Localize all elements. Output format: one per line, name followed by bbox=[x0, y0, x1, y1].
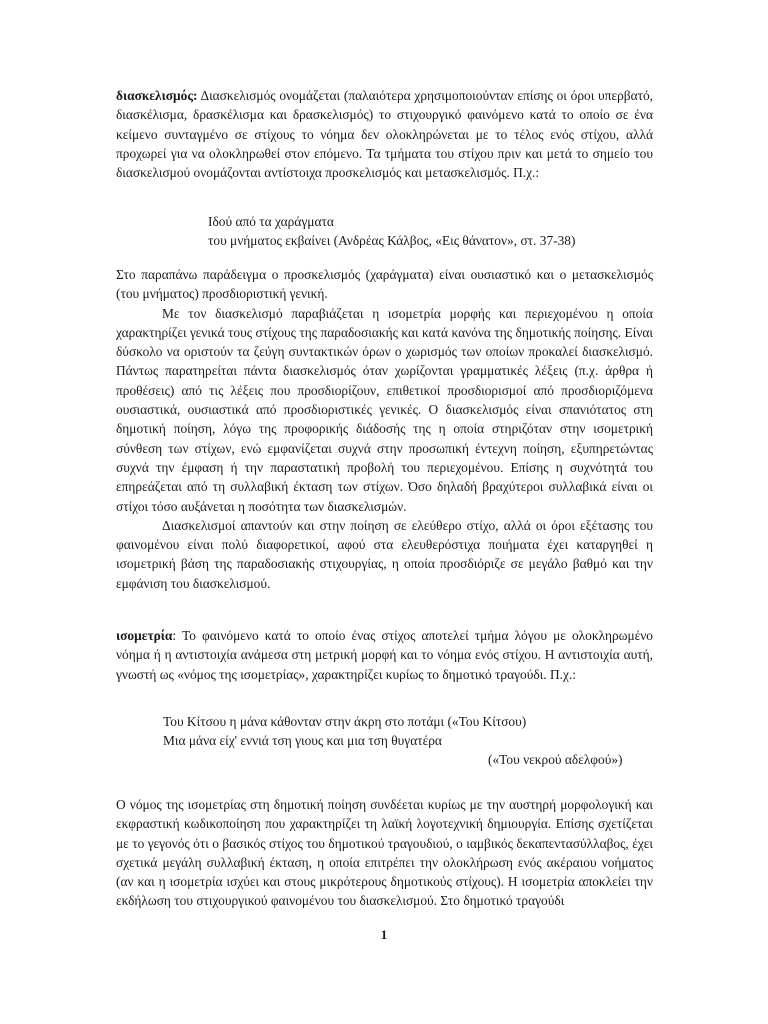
example-explanation-paragraph: Στο παραπάνω παράδειγμα ο προσκελισμός (χαράγματα) είναι ουσιαστικό και ο μετασκελισμός (του μνήματος) προσδιοριστική γενική. bbox=[116, 267, 653, 302]
term-isometria: ισομετρία bbox=[116, 628, 173, 643]
isometry-violation-paragraph: Με τον διασκελισμό παραβιάζεται η ισομετρία μορφής και περιεχομένου η οποία χαρακτηρίζει γενικά τους στίχους της παραδοσιακής και κατά κανόνα της δημοτικής ποίησης. Είναι δύσκολο να οριστούν τα ζεύγη συντακτικών όρων ο χωρισμός των οποίων προκαλεί διασκελισμό. Πάντως παρατηρείται πάντα διασκελισμός όταν χωρίζονται γραμματικές λέξεις (π.χ. άρθρα ή προθέσεις) από τις λέξεις που προσδιορίζουν, επιθετικοί προσδιορισμοί από προσδιοριζόμενα ουσιαστικά, ουσιαστικά από προσδιοριστικές γενικές. Ο διασκελισμός είναι σπανιότατος στη δημοτική ποίηση, λόγω της προφορικής διάδοσής της η οποία στηριζόταν στην ισομετρική σύνθεση των στίχων, ενώ εμφανίζεται συχνά στην προσωπική έντεχνη ποίηση, εξυπηρετώντας συχνά την έμφαση ή την παραστατική προβολή του περιεχομένου. Επίσης η συχνότητά του επηρεάζεται από τη συλλαβική έκταση των στίχων. Όσο δηλαδή βραχύτεροι συλλαβικά είναι οι στίχοι τόσο αυξάνεται η ποσότητα των διασκελισμών. bbox=[116, 305, 653, 514]
folk-song-quote-source: («Του νεκρού αδελφού») bbox=[488, 752, 623, 767]
kalvos-quote-line-1: Ιδού από τα χαράγματα bbox=[208, 214, 334, 229]
diaskelismos-definition bbox=[116, 86, 653, 182]
kalvos-quote bbox=[208, 212, 575, 251]
isometria-definition bbox=[116, 626, 653, 684]
folk-song-quote bbox=[163, 712, 526, 751]
diaskelismos-definition-text: Διασκελισμός ονομάζεται (παλαιότερα χρησιμοποιούνταν επίσης οι όροι υπερβατό, διασκέλισμα, δρασκέλισμα και δρασκελισμός) το στιχουργικό φαινόμενο κατά το οποίο σε ένα κείμενο συνταγμένο σε στίχους το νόημα δεν ολοκληρώνεται με το τέλος ενός στίχου, αλλά προχωρεί για να ολοκληρωθεί στον επόμενο. Τα τμήματα του στίχου πριν και μετά το σημείο του διασκελισμού ονομάζονται αντίστοιχα προσκελισμός και μετασκελισμός. Π.χ.: bbox=[116, 88, 654, 181]
diaskelismos-body bbox=[116, 265, 653, 593]
isometria-definition-text: : Το φαινόμενο κατά το οποίο ένας στίχος αποτελεί τμήμα λόγου με ολοκληρωμένο νόημα ή η αντιστοιχία ανάμεσα στη μετρική μορφή και το νόημα ενός στίχου. Η αντιστοιχία αυτή, γνωστή ως «νόμος της ισομετρίας», χαρακτηρίζει κυρίως το δημοτικό τραγούδι. Π.χ.: bbox=[116, 628, 653, 682]
isometry-law-paragraph: Ο νόμος της ισομετρίας στη δημοτική ποίηση συνδέεται κυρίως με την αυστηρή μορφολογική και εκφραστική κωδικοποίηση που χαρακτηρίζει τη λαϊκή λογοτεχνική δημιουργία. Επίσης σχετίζεται με το γεγονός ότι ο βασικός στίχος του δημοτικού τραγουδιού, ο ιαμβικός δεκαπεντασύλλαβος, έχει σχετικά μεγάλη συλλαβική έκταση, η οποία επιτρέπει την ολοκλήρωση ενός ακέραιου νοήματος (αν και η ισομετρία ισχύει και στους μικρότερους δημοτικούς στίχους). Η ισομετρία αποκλείει την εκδήλωση του στιχουργικού φαινομένου του διασκελισμού. Στο δημοτικό τραγούδι bbox=[116, 797, 653, 909]
term-diaskelismos: διασκελισμός: bbox=[116, 88, 198, 103]
page-number: 1 bbox=[380, 927, 388, 942]
free-verse-paragraph: Διασκελισμοί απαντούν και στην ποίηση σε ελεύθερο στίχο, αλλά οι όροι εξέτασης του φαινομένου είναι πολύ διαφορετικοί, αφού στα ελευθερόστιχα ποιήματα έχει καταργηθεί η ισομετρική βάση της παραδοσιακής στιχουργίας, η οποία προσδιόριζε σε μεγάλο βαθμό και την εμφάνιση του διασκελισμού. bbox=[116, 517, 653, 591]
isometria-body bbox=[116, 795, 653, 911]
folk-song-quote-line-2: Μια μάνα είχ' εννιά τση γιους και μια τση θυγατέρα bbox=[163, 733, 442, 749]
kalvos-quote-line-2: του μνήματος εκβαίνει (Ανδρέας Κάλβος, «Εις θάνατον», στ. 37-38) bbox=[208, 233, 576, 249]
folk-song-quote-line-1: Του Κίτσου η μάνα κάθονταν στην άκρη στο ποτάμι («Του Κίτσου) bbox=[163, 714, 527, 729]
